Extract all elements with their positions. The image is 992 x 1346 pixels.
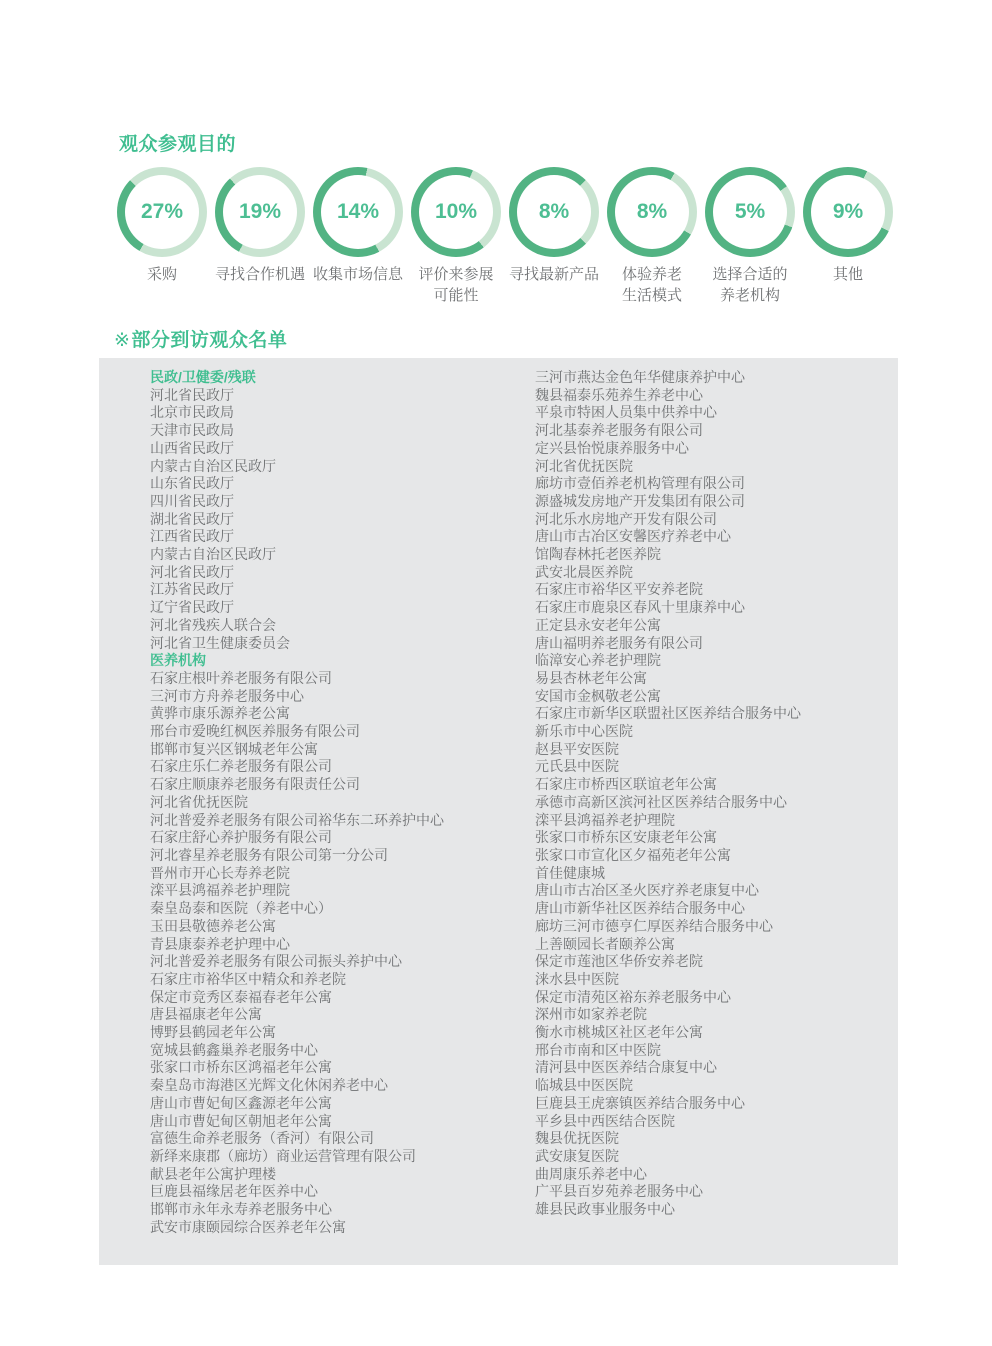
visitor-list-item: 滦平县鸿福养老护理院	[150, 882, 290, 899]
visitor-list-item: 曲周康乐养老中心	[535, 1165, 647, 1182]
donut-label-line: 其他	[832, 266, 863, 283]
visitor-list-panel	[99, 358, 898, 1265]
visitor-list-item: 武安市康颐园综合医养老年公寓	[150, 1218, 346, 1235]
visitor-list-item: 内蒙古自治区民政厅	[150, 546, 276, 563]
visitor-list-item: 河北省民政厅	[150, 563, 234, 580]
visitor-list-item: 滦平县鸿福养老护理院	[535, 811, 675, 828]
donut-hole	[223, 175, 297, 249]
visitor-list-item: 武安康复医院	[535, 1147, 619, 1164]
visitor-list-item: 承德市高新区滨河社区医养结合服务中心	[535, 793, 787, 810]
visitor-list-item: 清河县中医医养结合康复中心	[535, 1059, 717, 1076]
donut-ring	[117, 167, 207, 257]
donut-value: 19%	[238, 200, 282, 223]
donut-hole	[125, 175, 199, 249]
visitor-category-heading: 医养机构	[150, 652, 206, 669]
donut-value: 8%	[636, 200, 668, 223]
visitor-list-item: 石家庄市裕华区中精众和养老院	[150, 970, 346, 987]
visitor-list-item: 巨鹿县福缘居老年医养中心	[150, 1183, 318, 1200]
visitor-list-item: 张家口市桥东区安康老年公寓	[535, 829, 717, 846]
visitor-list-item: 涞水县中医院	[535, 970, 619, 987]
visitor-list-item: 廊坊市壹佰养老机构管理有限公司	[535, 475, 745, 492]
donut-value: 9%	[832, 200, 864, 223]
visitor-list-item: 安国市金枫敬老公寓	[535, 687, 661, 704]
visitor-list-item: 张家口市桥东区鸿福老年公寓	[150, 1059, 332, 1076]
visitor-category-heading: 民政/卫健委/残联	[150, 369, 256, 385]
donut-hole	[321, 175, 395, 249]
visitor-list-item: 保定市清苑区裕东养老服务中心	[535, 988, 731, 1005]
visitor-list-item: 三河市燕达金色年华健康养护中心	[535, 369, 745, 385]
visitor-list-item: 江苏省民政厅	[150, 581, 234, 598]
visitor-list-item: 石家庄市鹿泉区春风十里康养中心	[535, 599, 745, 616]
visitor-list-item: 魏县福泰乐苑养生养老中心	[535, 386, 703, 403]
visitor-list-item: 邯郸市复兴区钢城老年公寓	[150, 740, 318, 757]
visitor-list-item: 平泉市特困人员集中供养中心	[535, 404, 717, 421]
purpose-donut	[411, 167, 501, 306]
donut-value: 8%	[538, 200, 570, 223]
donut-value: 27%	[140, 200, 184, 223]
donut-label-line: 生活模式	[621, 287, 682, 304]
visitor-list-item: 辽宁省民政厅	[150, 599, 234, 616]
visitor-list-item: 邢台市南和区中医院	[535, 1041, 661, 1058]
visitor-list-item: 深州市如家养老院	[535, 1006, 647, 1023]
visit-purpose-title: 观众参观目的	[119, 134, 237, 155]
donut-hole	[811, 175, 885, 249]
donut-hole	[713, 175, 787, 249]
visitor-list-item: 唐县福康老年公寓	[150, 1006, 262, 1023]
visitor-list-item: 黄骅市康乐源养老公寓	[150, 705, 290, 722]
purpose-donut	[215, 167, 305, 306]
donut-value: 10%	[434, 200, 478, 223]
visitor-list-item: 武安北晨医养院	[535, 563, 633, 580]
visitor-list-item: 新绎来康郡（廊坊）商业运营管理有限公司	[150, 1147, 416, 1164]
visitor-list-item: 张家口市宣化区夕福苑老年公寓	[535, 846, 731, 863]
visitor-list-item: 河北省残疾人联合会	[150, 616, 276, 633]
visitor-list-item: 平乡县中西医结合医院	[535, 1112, 675, 1129]
donut-hole	[517, 175, 591, 249]
visitor-list-column-right	[535, 369, 801, 1219]
purpose-donut	[803, 167, 893, 306]
visitor-list-item: 石家庄顺康养老服务有限责任公司	[150, 776, 360, 793]
visitor-list-item: 赵县平安医院	[535, 740, 619, 757]
visitor-list-item: 河北乐水房地产开发有限公司	[535, 510, 717, 527]
visitor-list-item: 献县老年公寓护理楼	[150, 1165, 276, 1182]
donut-label-line: 体验养老	[621, 266, 682, 283]
visitor-list-item: 四川省民政厅	[150, 492, 234, 509]
visitor-list-item: 雄县民政事业服务中心	[535, 1201, 675, 1218]
visitor-list-item: 唐山市曹妃甸区朝旭老年公寓	[150, 1112, 332, 1129]
visitor-list-item: 新乐市中心医院	[535, 723, 633, 740]
visitor-list-item: 博野县鹤园老年公寓	[150, 1024, 276, 1041]
visitor-list-item: 石家庄市裕华区平安养老院	[535, 581, 703, 598]
visitor-list-item: 湖北省民政厅	[150, 510, 234, 527]
donut-label-line: 可能性	[433, 287, 479, 304]
visitor-list-item: 源盛城发房地产开发集团有限公司	[535, 492, 745, 509]
reference-mark: ※	[114, 330, 131, 351]
visitor-list-item: 河北省优抚医院	[535, 457, 633, 474]
donut-ring	[803, 167, 893, 257]
visitor-list-title	[114, 325, 287, 352]
visitor-list-column-left	[150, 369, 444, 1236]
visitor-list-item: 临城县中医医院	[535, 1077, 633, 1094]
visitor-list-item: 河北睿星养老服务有限公司第一分公司	[150, 846, 388, 863]
visitor-list-item: 玉田县敬德养老公寓	[150, 917, 276, 934]
visitor-list-item: 馆陶春林托老医养院	[535, 546, 661, 563]
visitor-list-item: 巨鹿县王虎寨镇医养结合服务中心	[535, 1094, 745, 1111]
visitor-list-item: 邢台市爱晚红枫医养服务有限公司	[150, 723, 360, 740]
visitor-list-item: 青县康泰养老护理中心	[150, 935, 290, 952]
visitor-list-item: 广平县百岁苑养老服务中心	[535, 1183, 703, 1200]
donut-value: 14%	[336, 200, 380, 223]
visitor-list-item: 河北省卫生健康委员会	[150, 634, 290, 651]
visitor-list-item: 秦皇岛市海港区光辉文化休闲养老中心	[150, 1077, 388, 1094]
visitor-list-item: 元氏县中医院	[535, 758, 619, 775]
visitor-list-item: 正定县永安老年公寓	[535, 616, 661, 633]
visitor-list-item: 石家庄市新华区联盟社区医养结合服务中心	[535, 705, 801, 722]
donut-ring	[705, 167, 795, 257]
visitor-list-title-text: 部分到访观众名单	[131, 330, 288, 351]
visitor-list-item: 衡水市桃城区社区老年公寓	[535, 1024, 703, 1041]
visitor-list-item: 河北基泰养老服务有限公司	[535, 422, 703, 439]
visitor-list-item: 保定市竞秀区泰福春老年公寓	[150, 988, 332, 1005]
donut-label-line: 采购	[146, 266, 177, 283]
donut-ring	[215, 167, 305, 257]
visitor-list-item: 河北省民政厅	[150, 386, 234, 403]
donut-value: 5%	[734, 200, 766, 223]
donut-hole	[615, 175, 689, 249]
donut-label-line: 选择合适的	[712, 266, 788, 283]
donut-label-line: 寻找合作机遇	[214, 266, 305, 283]
purpose-donut	[705, 167, 795, 306]
visitor-list-item: 河北普爱养老服务有限公司振头养护中心	[150, 953, 402, 970]
visitor-list-item: 秦皇岛泰和医院（养老中心）	[150, 900, 332, 917]
visitor-list-item: 富德生命养老服务（香河）有限公司	[150, 1130, 374, 1147]
donut-ring	[313, 167, 403, 257]
visitor-list-item: 廊坊三河市德亨仁厚医养结合服务中心	[535, 917, 773, 934]
visitor-list-item: 天津市民政局	[150, 422, 234, 439]
visitor-list-item: 石家庄舒心养护服务有限公司	[150, 829, 332, 846]
visitor-list-item: 宽城县鹤鑫巢养老服务中心	[150, 1041, 318, 1058]
donut-label	[763, 264, 933, 285]
visitor-list-item: 首佳健康城	[535, 864, 605, 881]
visitor-list-item: 石家庄市桥西区联谊老年公寓	[535, 776, 717, 793]
visitor-list-item: 易县杏林老年公寓	[535, 669, 647, 686]
visitor-list-item: 三河市方舟养老服务中心	[150, 687, 304, 704]
visitor-list-item: 内蒙古自治区民政厅	[150, 457, 276, 474]
visitor-list-item: 魏县优抚医院	[535, 1130, 619, 1147]
purpose-donut	[117, 167, 207, 306]
visitor-list-item: 江西省民政厅	[150, 528, 234, 545]
visitor-list-item: 唐山市古冶区安馨医疗养老中心	[535, 528, 731, 545]
visitor-list-item: 唐山市曹妃甸区鑫源老年公寓	[150, 1094, 332, 1111]
visitor-list-item: 石家庄根叶养老服务有限公司	[150, 669, 332, 686]
visitor-list-item: 晋州市开心长寿养老院	[150, 864, 290, 881]
visitor-list-item: 山西省民政厅	[150, 439, 234, 456]
visitor-list-item: 唐山市新华社区医养结合服务中心	[535, 900, 745, 917]
donut-hole	[419, 175, 493, 249]
visitor-list-item: 临漳安心养老护理院	[535, 652, 661, 669]
donut-ring	[509, 167, 599, 257]
visitor-list-item: 石家庄乐仁养老服务有限公司	[150, 758, 332, 775]
visitor-list-item: 保定市莲池区华侨安养老院	[535, 953, 703, 970]
donut-ring	[411, 167, 501, 257]
visitor-list-item: 邯郸市永年永寿养老服务中心	[150, 1201, 332, 1218]
visitor-list-item: 上善颐园长者颐养公寓	[535, 935, 675, 952]
visitor-list-item: 北京市民政局	[150, 404, 234, 421]
visitor-list-item: 河北普爱养老服务有限公司裕华东二环养护中心	[150, 811, 444, 828]
donut-label-line: 评价来参展	[418, 266, 494, 283]
visitor-list-item: 唐山市古冶区圣火医疗养老康复中心	[535, 882, 759, 899]
visitor-list-item: 山东省民政厅	[150, 475, 234, 492]
donut-ring	[607, 167, 697, 257]
visitor-list-item: 唐山福明养老服务有限公司	[535, 634, 703, 651]
visitor-list-item: 河北省优抚医院	[150, 793, 248, 810]
purpose-donut-row	[117, 167, 893, 306]
donut-label-line: 寻找最新产品	[508, 266, 599, 283]
donut-label-line: 养老机构	[719, 287, 780, 304]
visitor-list-item: 定兴县怡悦康养服务中心	[535, 439, 689, 456]
donut-label-line: 收集市场信息	[312, 266, 403, 283]
